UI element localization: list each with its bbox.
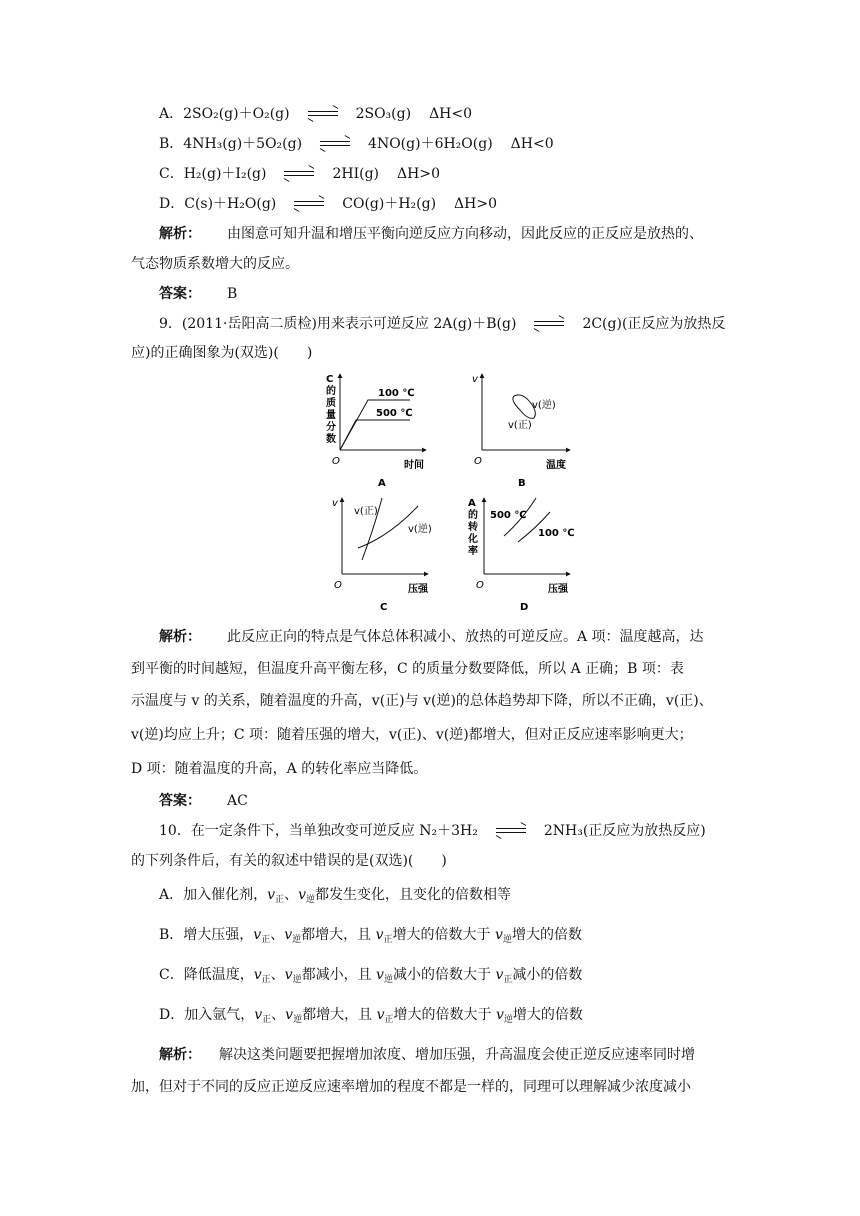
q10-option-b: B．增大压强，$v_正$、$v_逆$都增大，且 $v_正$增大的倍数大于 $v_逆$增大的倍数 xyxy=(159,927,582,945)
q8-option-a: A．2SO₂(g)＋O₂(g) 2SO₃(g) ΔH<0 xyxy=(159,106,473,122)
graph-b xyxy=(472,374,570,489)
q8-option-b: B．4NH₃(g)＋5O₂(g) 4NO(g)＋6H₂O(g) ΔH<0 xyxy=(159,136,554,152)
graph-c-xlabel: 压强 xyxy=(408,584,428,595)
equilibrium-arrow-icon xyxy=(320,140,350,148)
graph-d-label-100: 100 ℃ xyxy=(538,528,575,539)
equilibrium-arrow-icon xyxy=(308,110,338,118)
q10-stem-line-2: 的下列条件后，有关的叙述中错误的是(双选)( ) xyxy=(131,853,447,869)
q9-analysis-line-1: 解析： 此反应正向的特点是气体总体积减小、放热的可逆反应。A 项：温度越高，达 xyxy=(159,629,704,645)
graph-c-letter: C xyxy=(380,602,388,613)
graph-c-origin: O xyxy=(334,580,342,591)
equilibrium-arrow-icon xyxy=(534,320,564,328)
graph-a-ylabel-2: 的 xyxy=(326,386,336,397)
graph-a-letter: A xyxy=(378,478,386,489)
graph-a-curve-500 xyxy=(340,420,410,450)
graph-a-xlabel: 时间 xyxy=(404,460,424,471)
graph-d-xlabel: 压强 xyxy=(548,584,568,595)
graph-d xyxy=(467,498,574,613)
q10-analysis-line-2: 加，但对于不同的反应正逆反应速率增加的程度不都是一样的，同理可以理解减少浓度减小 xyxy=(131,1079,691,1095)
graph-d-letter: D xyxy=(520,602,529,613)
q9-analysis-line-2: 到平衡的时间越短，但温度升高平衡左移，C 的质量分数要降低，所以 A 正确；B 项：表 xyxy=(131,661,684,677)
q10-stem-line-1: 10．在一定条件下，当单独改变可逆反应 N₂＋3H₂ 2NH₃(正反应为放热反应) xyxy=(159,823,706,839)
q8-option-c: C．H₂(g)＋I₂(g) 2HI(g) ΔH>0 xyxy=(159,166,440,182)
q10-option-a: A．加入催化剂，$v_正$、$v_逆$都发生变化，且变化的倍数相等 xyxy=(159,887,511,905)
q10-option-c: C．降低温度，$v_正$、$v_逆$都减小，且 $v_逆$减小的倍数大于 $v_正$减小的倍数 xyxy=(159,967,583,985)
graph-a-ylabel-6: 数 xyxy=(326,434,336,445)
graph-a-ylabel-1: C xyxy=(326,374,334,385)
q8-answer: 答案： B xyxy=(159,286,238,302)
graph-a-label-100: 100 ℃ xyxy=(378,388,415,399)
graph-b-label-reverse: v(逆) xyxy=(532,400,556,411)
graph-c-ylabel: v xyxy=(332,498,338,509)
graph-b-xlabel: 温度 xyxy=(546,460,566,471)
graph-d-ylabel-1: A xyxy=(468,498,476,509)
q10-option-d: D．加入氩气，$v_正$、$v_逆$都增大，且 $v_正$增大的倍数大于 $v_逆$增大的倍数 xyxy=(159,1007,583,1025)
q10-analysis-line-1: 解析： 解决这类问题要把握增加浓度、增加压强，升高温度会使正逆反应速率同时增 xyxy=(159,1047,695,1063)
graph-a-label-500: 500 ℃ xyxy=(376,408,413,419)
equilibrium-arrow-icon xyxy=(284,170,314,178)
graph-c-label-reverse: v(逆) xyxy=(408,524,432,535)
graph-d-ylabel-3: 转 xyxy=(468,522,478,533)
graph-a xyxy=(326,374,426,489)
graph-d-ylabel-5: 率 xyxy=(468,546,478,557)
q9-stem-line-2: 应)的正确图象为(双选)( ) xyxy=(131,345,313,361)
q8-analysis-line-2: 气态物质系数增大的反应。 xyxy=(131,256,299,272)
graph-b-label-forward: v(正) xyxy=(508,420,532,431)
graph-a-ylabel-4: 量 xyxy=(326,410,336,421)
q9-answer: 答案： AC xyxy=(159,793,248,809)
graph-d-ylabel-4: 化 xyxy=(468,534,478,545)
q9-analysis-line-3: 示温度与 v 的关系，随着温度的升高，v(正)与 v(逆)的总体趋势却下降，所以不正确，v(正)、 xyxy=(131,693,713,709)
q8-option-d: D．C(s)＋H₂O(g) CO(g)＋H₂(g) ΔH>0 xyxy=(159,196,498,212)
graph-c xyxy=(332,498,432,613)
graph-a-ylabel-5: 分 xyxy=(326,422,336,433)
equilibrium-arrow-icon xyxy=(496,827,526,835)
graph-b-letter: B xyxy=(518,478,526,489)
q9-stem-line-1: 9．(2011·岳阳高二质检)用来表示可逆反应 2A(g)＋B(g) 2C(g)(正反应为放热反 xyxy=(159,316,726,332)
q9-analysis-line-5: D 项：随着温度的升高，A 的转化率应当降低。 xyxy=(131,761,428,777)
graph-b-ylabel: v xyxy=(472,374,478,385)
graph-a-ylabel-3: 质 xyxy=(326,398,336,409)
graph-d-label-500: 500 ℃ xyxy=(490,510,527,521)
q9-analysis-line-4: v(逆)均应上升；C 项：随着压强的增大，v(正)、v(逆)都增大，但对正反应速率影响更大； xyxy=(131,727,693,743)
graph-c-label-forward: v(正) xyxy=(354,506,378,517)
graph-d-origin: O xyxy=(476,580,484,591)
graph-d-ylabel-2: 的 xyxy=(468,510,478,521)
graph-a-origin: O xyxy=(332,456,340,467)
q9-figures xyxy=(300,368,580,624)
q8-analysis-line-1: 解析： 由图意可知升温和增压平衡向逆反应方向移动，因此反应的正反应是放热的、 xyxy=(159,226,703,242)
graph-b-origin: O xyxy=(474,456,482,467)
equilibrium-arrow-icon xyxy=(294,200,324,208)
